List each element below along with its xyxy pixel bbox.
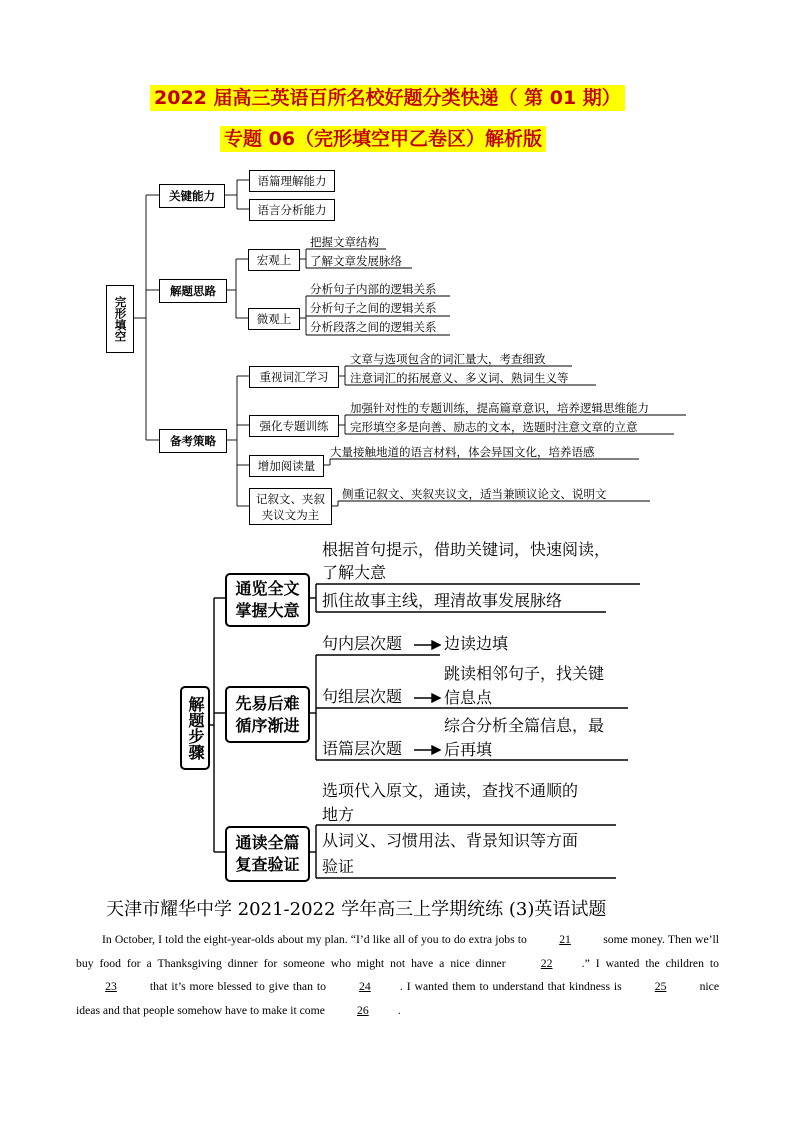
node-language-analysis: 语言分析能力 [249, 199, 335, 221]
note-grasp-structure: 把握文章结构 [310, 235, 379, 249]
result-analyze-whole-2: 后再填 [444, 740, 493, 759]
note-narrative-genres: 侧重记叙文、夹叙夹议文，适当兼顾议论文、说明文 [342, 487, 607, 501]
note-vocab-meaning: 注意词汇的拓展意义、多义词、熟词生义等 [350, 371, 569, 385]
passage-text-2: some money. Then we’ll buy food for a Thanksgiving dinner for someone who might not have a nice dinner [76, 933, 720, 970]
note-substitute-options-1: 选项代入原文，通读，查找不通顺的 [322, 781, 579, 800]
note-substitute-options-2: 地方 [322, 805, 355, 824]
node-topic-training: 强化专题训练 [249, 415, 339, 437]
result-skip-read-1: 跳读相邻句子，找关键 [444, 664, 605, 683]
note-authentic-material: 大量接触地道的语言材料，体会异国文化，培养语感 [330, 445, 595, 459]
note-between-sentences: 分析句子之间的逻辑关系 [310, 301, 437, 315]
blank-22: 22 [540, 956, 553, 970]
page-title-line1: 2022 届高三英语百所名校好题分类快递（ 第 01 期） [150, 85, 625, 111]
note-main-plot: 抓住故事主线，理清故事发展脉络 [322, 591, 563, 610]
blank-23: 23 [105, 980, 117, 993]
node-more-reading: 增加阅读量 [249, 455, 324, 477]
cloze-passage [76, 928, 719, 1022]
passage-text-4: that it’s more blessed to give than to [149, 980, 326, 993]
node-narrative-focus: 记叙文、夹叙 夹议文为主 [249, 488, 332, 525]
page-title-line2: 专题 06（完形填空甲乙卷区）解析版 [220, 126, 546, 152]
note-verify-2: 验证 [322, 857, 355, 876]
node-vocabulary: 重视词汇学习 [249, 366, 339, 388]
passage-text-3: .” I wanted the children to [581, 956, 720, 970]
note-text-selection: 完形填空多是向善、励志的文本，选题时注意文章的立意 [350, 420, 638, 434]
passage-text-1: In October, I told the eight-year-olds about my plan. “I’d like all of you to do extra jobs to [102, 933, 527, 946]
blank-24: 24 [359, 980, 371, 993]
passage-text-7: . [397, 1003, 401, 1017]
note-development-context: 了解文章发展脉络 [310, 254, 402, 268]
result-skip-read-2: 信息点 [444, 688, 493, 707]
passage-text-5: . I wanted them to understand that kindness is [399, 980, 622, 993]
note-within-sentence: 分析句子内部的逻辑关系 [310, 282, 437, 296]
exam-title: 天津市耀华中学 2021-2022 学年高三上学期统练 (3)英语试题 [106, 899, 607, 920]
note-targeted-training: 加强针对性的专题训练，提高篇章意识，培养逻辑思维能力 [350, 401, 649, 415]
mindmap2-root: 解题步骤 [180, 686, 210, 770]
note-general-idea: 了解大意 [322, 563, 387, 582]
node-discourse-comprehension: 语篇理解能力 [249, 170, 335, 192]
note-first-sentence-hint: 根据首句提示，借助关键词，快速阅读， [322, 540, 611, 559]
level-within-sentence: 句内层次题 [322, 634, 403, 653]
note-vocab-volume: 文章与选项包含的词汇量大，考查细致 [350, 352, 546, 366]
result-analyze-whole-1: 综合分析全篇信息，最 [444, 716, 605, 735]
step-skim-full-text: 通览全文 掌握大意 [225, 573, 310, 627]
note-between-paragraphs: 分析段落之间的逻辑关系 [310, 320, 437, 334]
node-macro-level: 宏观上 [248, 249, 300, 271]
branch-key-abilities: 关键能力 [159, 184, 225, 208]
node-micro-level: 微观上 [248, 308, 300, 330]
branch-preparation-strategy: 备考策略 [159, 429, 227, 453]
passage-text-6: nice ideas and that people somehow have to make it come [76, 980, 720, 1017]
mindmap1-root: 完形填空 [106, 285, 134, 353]
result-fill-while-reading: 边读边填 [444, 634, 509, 653]
step-review-check: 通读全篇 复查验证 [225, 826, 310, 882]
blank-21: 21 [559, 933, 571, 946]
step-easy-first: 先易后难 循序渐进 [225, 686, 310, 743]
level-discourse: 语篇层次题 [322, 739, 403, 758]
blank-26: 26 [357, 1003, 369, 1017]
level-sentence-group: 句组层次题 [322, 687, 403, 706]
branch-solving-approach: 解题思路 [159, 279, 227, 303]
note-verify-1: 从词义、习惯用法、背景知识等方面 [322, 831, 579, 850]
blank-25: 25 [654, 980, 667, 993]
